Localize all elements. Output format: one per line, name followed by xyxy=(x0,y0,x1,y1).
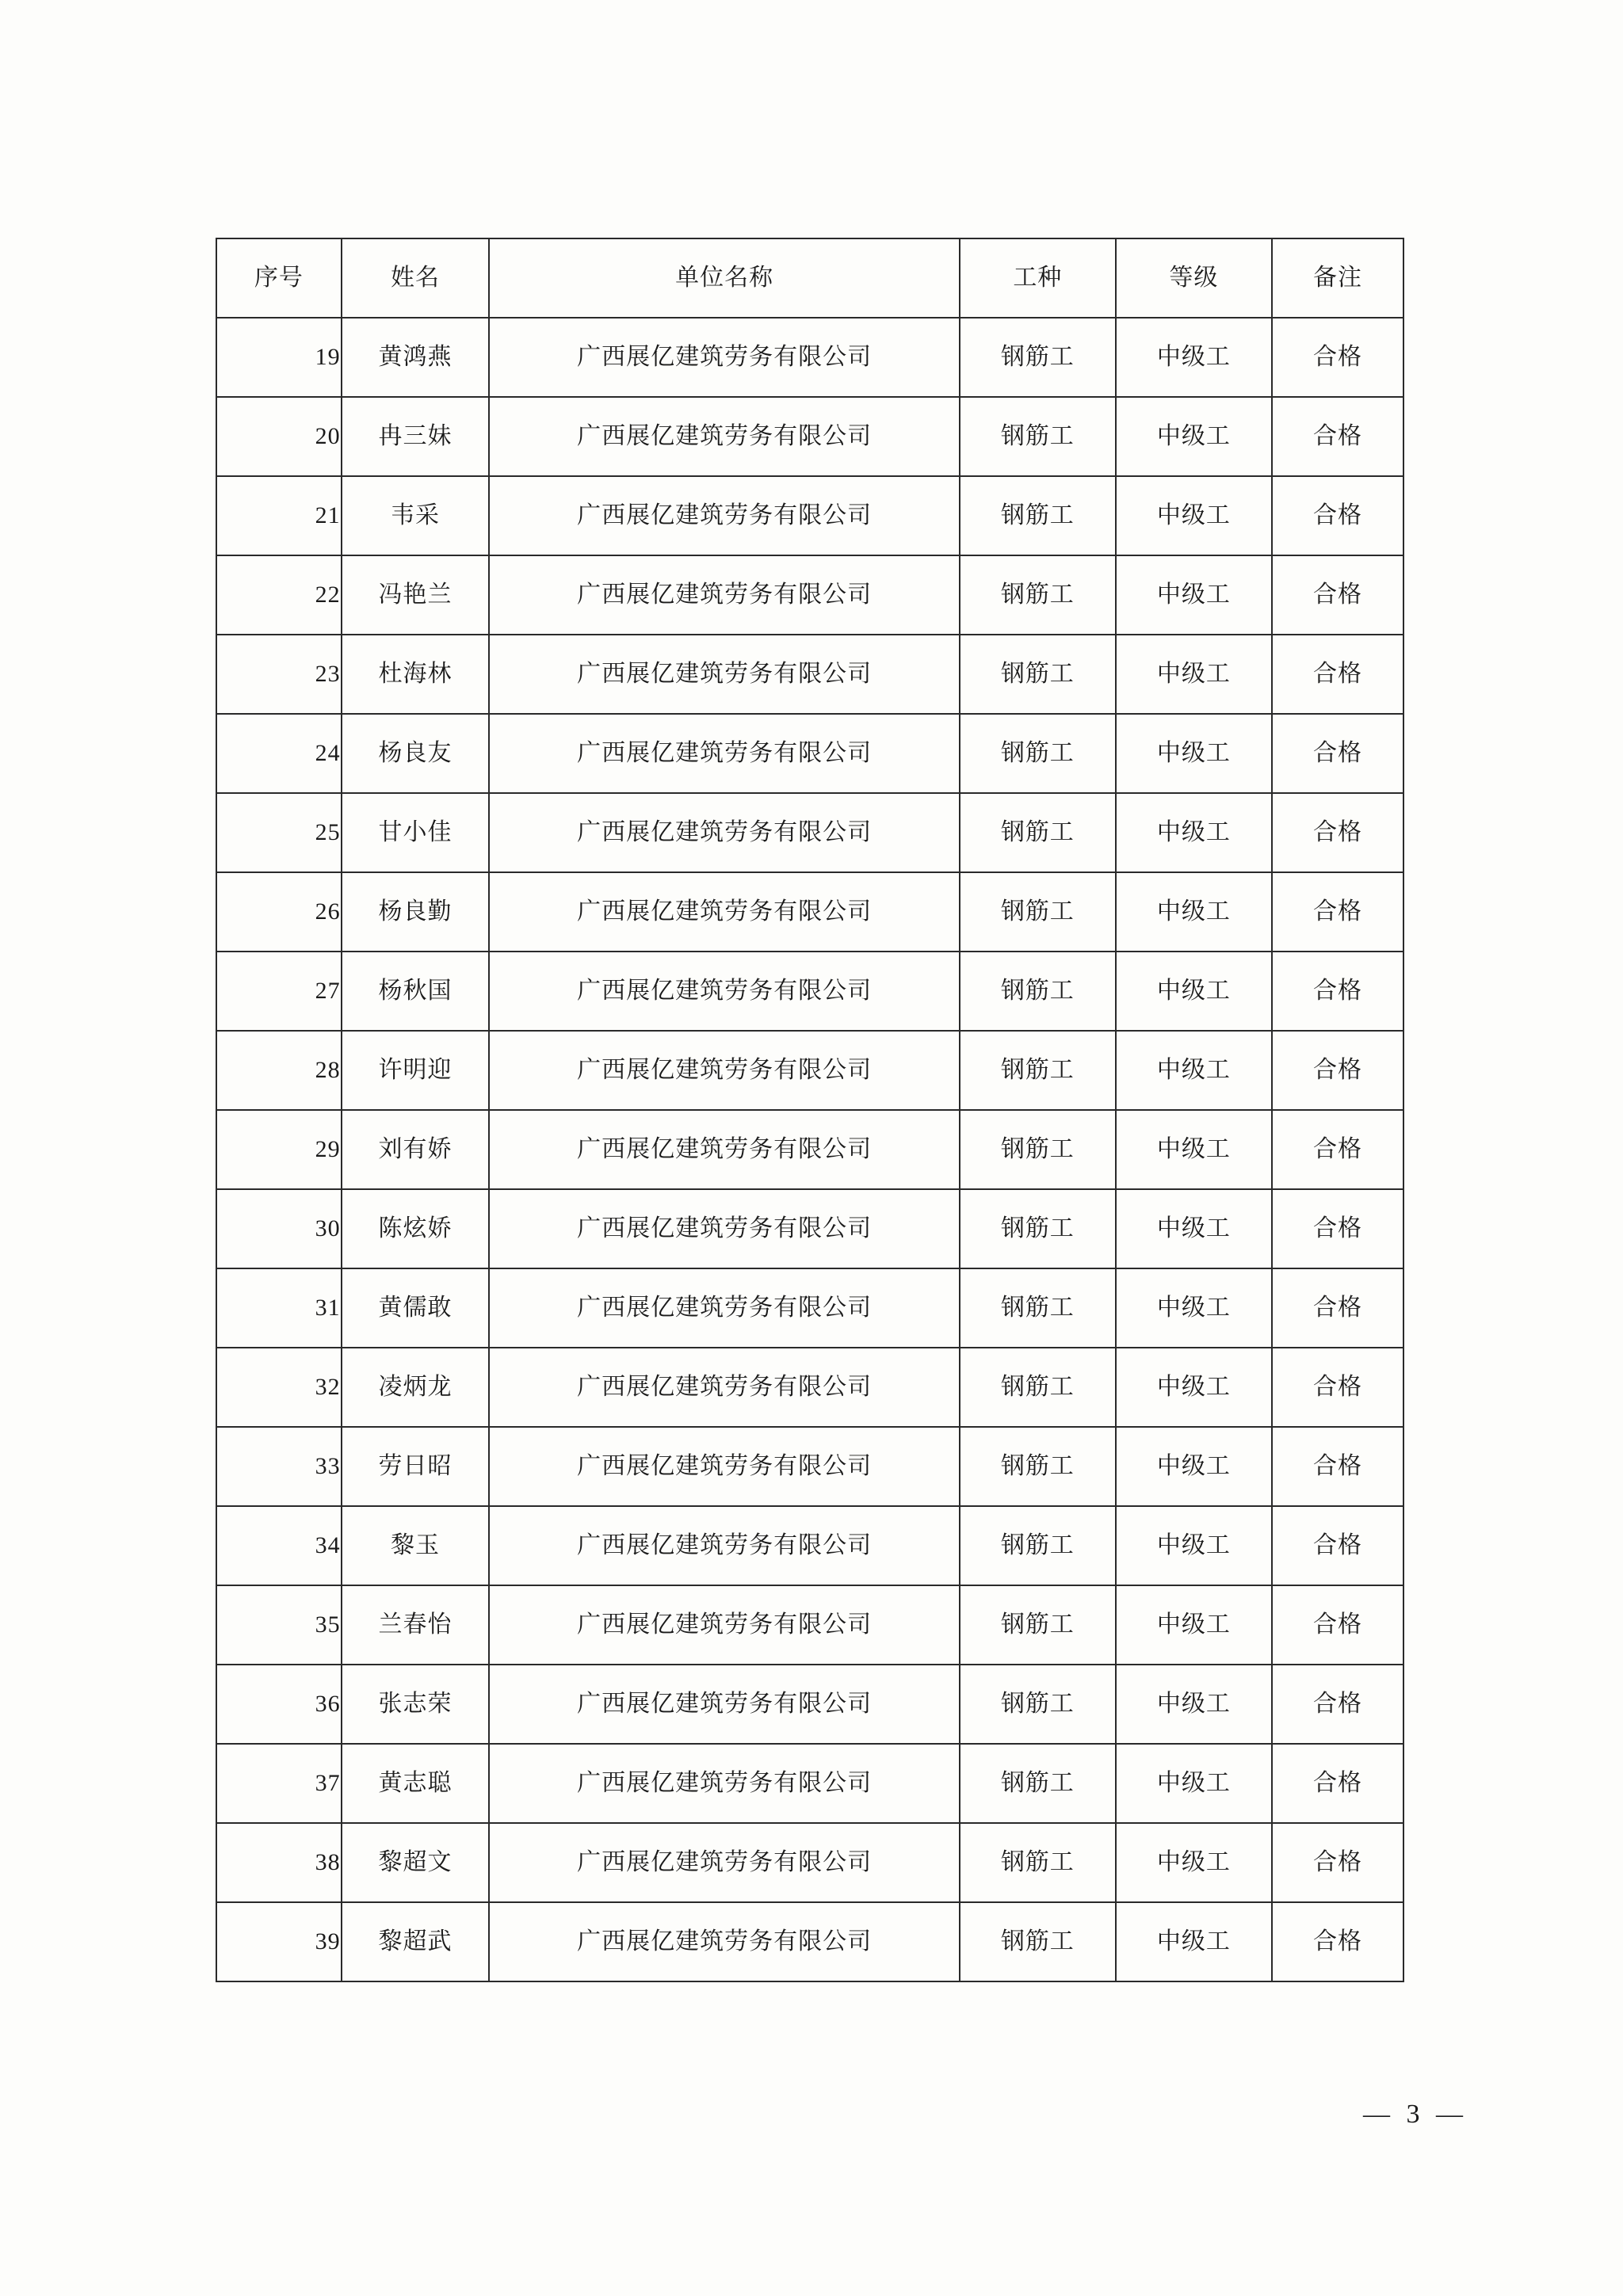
cell-level: 中级工 xyxy=(1116,397,1272,476)
cell-unit: 广西展亿建筑劳务有限公司 xyxy=(489,476,959,555)
cell-name: 张志荣 xyxy=(342,1665,490,1744)
cell-unit: 广西展亿建筑劳务有限公司 xyxy=(489,555,959,635)
table-row xyxy=(216,1744,1403,1823)
cell-index: 31 xyxy=(216,1268,342,1348)
cell-job: 钢筋工 xyxy=(960,1427,1116,1506)
cell-name: 黎超武 xyxy=(342,1902,490,1981)
cell-name: 劳日昭 xyxy=(342,1427,490,1506)
cell-level: 中级工 xyxy=(1116,1665,1272,1744)
cell-note: 合格 xyxy=(1272,318,1403,397)
cell-note: 合格 xyxy=(1272,1189,1403,1268)
cell-job: 钢筋工 xyxy=(960,1665,1116,1744)
cell-note: 合格 xyxy=(1272,952,1403,1031)
table-row xyxy=(216,635,1403,714)
cell-index: 20 xyxy=(216,397,342,476)
cell-unit: 广西展亿建筑劳务有限公司 xyxy=(489,872,959,952)
cell-name: 兰春怡 xyxy=(342,1585,490,1665)
cell-unit: 广西展亿建筑劳务有限公司 xyxy=(489,1031,959,1110)
cell-level: 中级工 xyxy=(1116,1189,1272,1268)
cell-index: 34 xyxy=(216,1506,342,1585)
cell-unit: 广西展亿建筑劳务有限公司 xyxy=(489,952,959,1031)
cell-job: 钢筋工 xyxy=(960,1585,1116,1665)
cell-job: 钢筋工 xyxy=(960,1110,1116,1189)
table-row xyxy=(216,318,1403,397)
cell-note: 合格 xyxy=(1272,1902,1403,1981)
cell-job: 钢筋工 xyxy=(960,793,1116,872)
cell-level: 中级工 xyxy=(1116,1348,1272,1427)
table-row xyxy=(216,1665,1403,1744)
cell-index: 35 xyxy=(216,1585,342,1665)
cell-note: 合格 xyxy=(1272,555,1403,635)
cell-job: 钢筋工 xyxy=(960,635,1116,714)
cell-name: 杨秋国 xyxy=(342,952,490,1031)
cell-unit: 广西展亿建筑劳务有限公司 xyxy=(489,635,959,714)
cell-job: 钢筋工 xyxy=(960,714,1116,793)
cell-unit: 广西展亿建筑劳务有限公司 xyxy=(489,1744,959,1823)
cell-note: 合格 xyxy=(1272,1665,1403,1744)
cell-index: 22 xyxy=(216,555,342,635)
cell-job: 钢筋工 xyxy=(960,872,1116,952)
cell-job: 钢筋工 xyxy=(960,1902,1116,1981)
cell-name: 黎超文 xyxy=(342,1823,490,1902)
roster-table-container xyxy=(216,238,1404,1982)
cell-level: 中级工 xyxy=(1116,1031,1272,1110)
cell-level: 中级工 xyxy=(1116,872,1272,952)
cell-level: 中级工 xyxy=(1116,1744,1272,1823)
cell-note: 合格 xyxy=(1272,1348,1403,1427)
cell-job: 钢筋工 xyxy=(960,318,1116,397)
cell-index: 37 xyxy=(216,1744,342,1823)
table-row xyxy=(216,1348,1403,1427)
cell-unit: 广西展亿建筑劳务有限公司 xyxy=(489,793,959,872)
column-header-level: 等级 xyxy=(1116,238,1272,318)
table-row xyxy=(216,714,1403,793)
table-row xyxy=(216,555,1403,635)
cell-level: 中级工 xyxy=(1116,1427,1272,1506)
cell-unit: 广西展亿建筑劳务有限公司 xyxy=(489,1189,959,1268)
page-number: — 3 — xyxy=(1363,2100,1468,2129)
cell-level: 中级工 xyxy=(1116,1506,1272,1585)
cell-level: 中级工 xyxy=(1116,1110,1272,1189)
cell-job: 钢筋工 xyxy=(960,476,1116,555)
cell-unit: 广西展亿建筑劳务有限公司 xyxy=(489,1268,959,1348)
cell-index: 27 xyxy=(216,952,342,1031)
cell-name: 黎玉 xyxy=(342,1506,490,1585)
cell-unit: 广西展亿建筑劳务有限公司 xyxy=(489,318,959,397)
cell-name: 凌炳龙 xyxy=(342,1348,490,1427)
column-header-unit: 单位名称 xyxy=(489,238,959,318)
cell-index: 23 xyxy=(216,635,342,714)
cell-name: 韦采 xyxy=(342,476,490,555)
cell-index: 38 xyxy=(216,1823,342,1902)
roster-table xyxy=(216,238,1404,1982)
table-row xyxy=(216,476,1403,555)
cell-job: 钢筋工 xyxy=(960,1823,1116,1902)
cell-job: 钢筋工 xyxy=(960,1031,1116,1110)
cell-note: 合格 xyxy=(1272,1744,1403,1823)
table-row xyxy=(216,872,1403,952)
table-row xyxy=(216,397,1403,476)
table-row xyxy=(216,952,1403,1031)
cell-note: 合格 xyxy=(1272,476,1403,555)
column-header-note: 备注 xyxy=(1272,238,1403,318)
cell-index: 33 xyxy=(216,1427,342,1506)
table-row xyxy=(216,1268,1403,1348)
table-row xyxy=(216,1110,1403,1189)
cell-index: 24 xyxy=(216,714,342,793)
cell-level: 中级工 xyxy=(1116,1268,1272,1348)
cell-level: 中级工 xyxy=(1116,476,1272,555)
cell-job: 钢筋工 xyxy=(960,1506,1116,1585)
cell-level: 中级工 xyxy=(1116,714,1272,793)
cell-level: 中级工 xyxy=(1116,1823,1272,1902)
cell-job: 钢筋工 xyxy=(960,1348,1116,1427)
cell-unit: 广西展亿建筑劳务有限公司 xyxy=(489,1110,959,1189)
cell-unit: 广西展亿建筑劳务有限公司 xyxy=(489,1902,959,1981)
table-row xyxy=(216,1189,1403,1268)
table-row xyxy=(216,1902,1403,1981)
cell-note: 合格 xyxy=(1272,1110,1403,1189)
cell-name: 刘有娇 xyxy=(342,1110,490,1189)
cell-unit: 广西展亿建筑劳务有限公司 xyxy=(489,1348,959,1427)
cell-unit: 广西展亿建筑劳务有限公司 xyxy=(489,1427,959,1506)
cell-note: 合格 xyxy=(1272,1506,1403,1585)
cell-unit: 广西展亿建筑劳务有限公司 xyxy=(489,1823,959,1902)
cell-level: 中级工 xyxy=(1116,318,1272,397)
cell-note: 合格 xyxy=(1272,1427,1403,1506)
cell-note: 合格 xyxy=(1272,714,1403,793)
cell-name: 黄志聪 xyxy=(342,1744,490,1823)
cell-name: 黄儒敢 xyxy=(342,1268,490,1348)
cell-index: 32 xyxy=(216,1348,342,1427)
cell-index: 26 xyxy=(216,872,342,952)
cell-level: 中级工 xyxy=(1116,793,1272,872)
cell-unit: 广西展亿建筑劳务有限公司 xyxy=(489,714,959,793)
cell-level: 中级工 xyxy=(1116,635,1272,714)
cell-note: 合格 xyxy=(1272,872,1403,952)
cell-unit: 广西展亿建筑劳务有限公司 xyxy=(489,1506,959,1585)
cell-note: 合格 xyxy=(1272,793,1403,872)
cell-index: 25 xyxy=(216,793,342,872)
table-row xyxy=(216,1427,1403,1506)
cell-name: 杨良勤 xyxy=(342,872,490,952)
cell-job: 钢筋工 xyxy=(960,1268,1116,1348)
cell-level: 中级工 xyxy=(1116,952,1272,1031)
cell-index: 39 xyxy=(216,1902,342,1981)
cell-unit: 广西展亿建筑劳务有限公司 xyxy=(489,1585,959,1665)
table-header xyxy=(216,238,1403,318)
cell-index: 30 xyxy=(216,1189,342,1268)
cell-index: 21 xyxy=(216,476,342,555)
cell-level: 中级工 xyxy=(1116,1902,1272,1981)
cell-name: 冯艳兰 xyxy=(342,555,490,635)
cell-name: 黄鸿燕 xyxy=(342,318,490,397)
cell-index: 28 xyxy=(216,1031,342,1110)
cell-job: 钢筋工 xyxy=(960,1189,1116,1268)
cell-job: 钢筋工 xyxy=(960,952,1116,1031)
cell-unit: 广西展亿建筑劳务有限公司 xyxy=(489,1665,959,1744)
table-row xyxy=(216,793,1403,872)
cell-job: 钢筋工 xyxy=(960,397,1116,476)
cell-name: 甘小佳 xyxy=(342,793,490,872)
table-row xyxy=(216,1585,1403,1665)
table-header-row xyxy=(216,238,1403,318)
cell-note: 合格 xyxy=(1272,635,1403,714)
table-body xyxy=(216,318,1403,1981)
table-row xyxy=(216,1506,1403,1585)
table-row xyxy=(216,1031,1403,1110)
cell-note: 合格 xyxy=(1272,1268,1403,1348)
cell-unit: 广西展亿建筑劳务有限公司 xyxy=(489,397,959,476)
cell-note: 合格 xyxy=(1272,1031,1403,1110)
cell-note: 合格 xyxy=(1272,397,1403,476)
cell-name: 杨良友 xyxy=(342,714,490,793)
cell-name: 许明迎 xyxy=(342,1031,490,1110)
column-header-name: 姓名 xyxy=(342,238,490,318)
cell-level: 中级工 xyxy=(1116,555,1272,635)
table-row xyxy=(216,1823,1403,1902)
cell-index: 19 xyxy=(216,318,342,397)
column-header-index: 序号 xyxy=(216,238,342,318)
cell-index: 29 xyxy=(216,1110,342,1189)
cell-note: 合格 xyxy=(1272,1585,1403,1665)
cell-name: 杜海林 xyxy=(342,635,490,714)
cell-level: 中级工 xyxy=(1116,1585,1272,1665)
cell-note: 合格 xyxy=(1272,1823,1403,1902)
cell-index: 36 xyxy=(216,1665,342,1744)
cell-name: 陈炫娇 xyxy=(342,1189,490,1268)
cell-name: 冉三妹 xyxy=(342,397,490,476)
cell-job: 钢筋工 xyxy=(960,1744,1116,1823)
column-header-job: 工种 xyxy=(960,238,1116,318)
cell-job: 钢筋工 xyxy=(960,555,1116,635)
